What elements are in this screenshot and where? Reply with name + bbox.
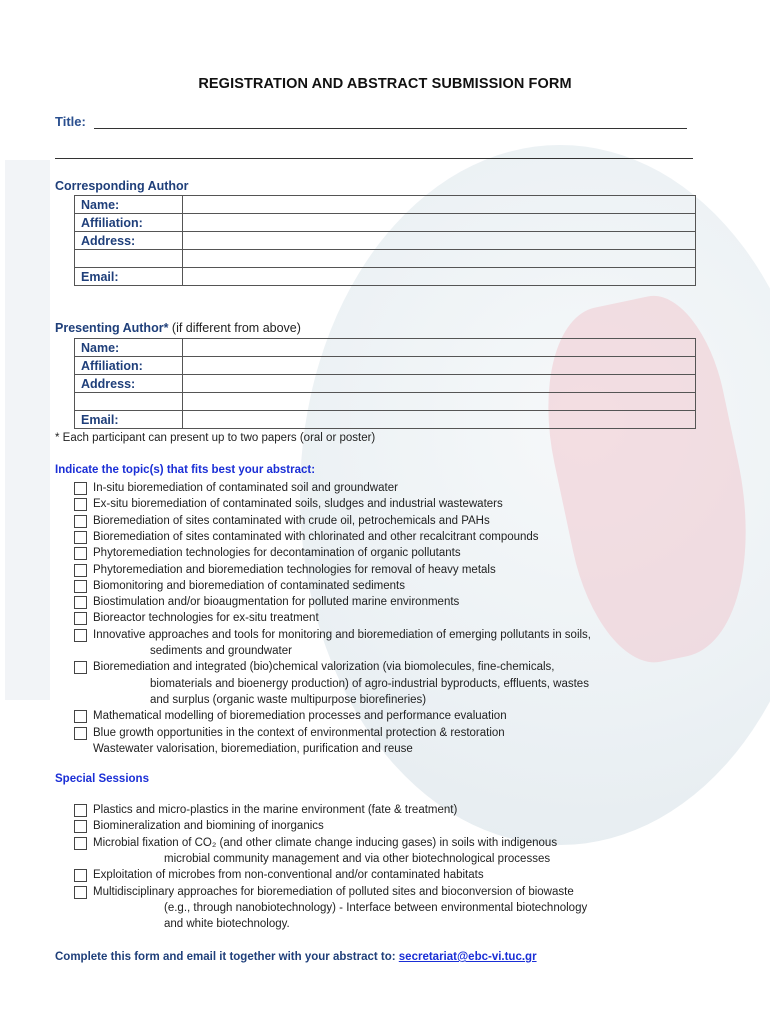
checkbox[interactable] [74, 629, 87, 642]
list-item-label: Wastewater valorisation, bioremediation, purification and reuse [93, 742, 413, 755]
name-input[interactable] [183, 339, 696, 357]
list-item-label: Bioremediation and integrated (bio)chemical valorization (via biomolecules, fine-chemicals, [93, 661, 555, 674]
corresponding-author-heading: Corresponding Author [55, 179, 189, 193]
list-item [74, 659, 694, 708]
title-input-line[interactable] [94, 114, 687, 129]
table-row [75, 214, 696, 232]
list-item-label: Innovative approaches and tools for monitoring and bioremediation of emerging pollutants in soils, [93, 628, 591, 641]
checkbox[interactable] [74, 710, 87, 723]
checkbox[interactable] [74, 727, 87, 740]
list-item-continuation: microbial community management and via other biotechnological processes [164, 852, 551, 865]
checkbox[interactable] [74, 482, 87, 495]
list-item [74, 545, 694, 561]
list-item-label: Phytoremediation and bioremediation technologies for removal of heavy metals [93, 563, 496, 576]
list-item-label: Multidisciplinary approaches for bioremediation of polluted sites and bioconversion of biowaste [93, 885, 574, 898]
presenting-author-title: Presenting Author* [55, 321, 169, 335]
list-item-label: Microbial fixation of CO₂ (and other climate change inducing gases) in soils with indigenous [93, 836, 558, 849]
email-input[interactable] [183, 268, 696, 286]
checkbox[interactable] [74, 515, 87, 528]
special-sessions-heading: Special Sessions [55, 773, 149, 785]
list-item-label: Ex-situ bioremediation of contaminated soils, sludges and industrial wastewaters [93, 498, 503, 511]
field-label: Email: [75, 411, 183, 429]
background-watermark-logo [5, 160, 50, 700]
name-input[interactable] [183, 196, 696, 214]
list-item-label: Exploitation of microbes from non-conventional and/or contaminated habitats [93, 869, 484, 882]
address-input-2[interactable] [183, 250, 696, 268]
list-item-label: Blue growth opportunities in the context of environmental protection & restoration [93, 726, 505, 739]
field-label [75, 250, 183, 268]
field-label: Affiliation: [75, 214, 183, 232]
footnote: * Each participant can present up to two papers (oral or poster) [55, 432, 376, 444]
corresponding-author-table [74, 195, 696, 286]
list-item-label: Bioremediation of sites contaminated with chlorinated and other recalcitrant compounds [93, 530, 539, 543]
checkbox[interactable] [74, 804, 87, 817]
list-item [74, 578, 694, 594]
field-label: Address: [75, 375, 183, 393]
list-item-continuation: biomaterials and bioenergy production) of agro-industrial byproducts, effluents, wastes [150, 677, 589, 690]
table-row [75, 411, 696, 429]
checkbox[interactable] [74, 580, 87, 593]
checkbox[interactable] [74, 869, 87, 882]
list-item [74, 496, 694, 512]
email-link[interactable]: secretariat@ebc-vi.tuc.gr [398, 951, 537, 963]
topics-heading: Indicate the topic(s) that fits best your abstract: [55, 464, 316, 476]
title-input-line-2[interactable] [55, 158, 693, 159]
checkbox[interactable] [74, 564, 87, 577]
list-item-label: Plastics and micro-plastics in the marine environment (fate & treatment) [93, 804, 458, 816]
checkbox[interactable] [74, 661, 87, 674]
list-item-continuation: and white biotechnology. [164, 918, 290, 931]
list-item [74, 529, 694, 545]
list-item [74, 867, 694, 883]
list-item [74, 708, 694, 724]
field-label: Name: [75, 196, 183, 214]
table-row [75, 250, 696, 268]
checkbox[interactable] [74, 820, 87, 833]
checkbox[interactable] [74, 531, 87, 544]
list-item [74, 562, 694, 578]
field-label: Name: [75, 339, 183, 357]
table-row [75, 196, 696, 214]
table-row [75, 339, 696, 357]
presenting-author-note: (if different from above) [171, 321, 301, 335]
address-input[interactable] [183, 375, 696, 393]
list-item [74, 802, 694, 818]
list-item-label: Biomineralization and biomining of inorganics [93, 820, 324, 833]
field-label: Address: [75, 232, 183, 250]
list-item-label: Biostimulation and/or bioaugmentation for polluted marine environments [93, 596, 460, 609]
checkbox[interactable] [74, 837, 87, 850]
list-item-label: Phytoremediation technologies for decontamination of organic pollutants [93, 547, 461, 560]
list-item [74, 835, 694, 868]
list-item [74, 480, 694, 496]
table-row [75, 375, 696, 393]
title-field [55, 114, 687, 129]
field-label: Affiliation: [75, 357, 183, 375]
checkbox[interactable] [74, 612, 87, 625]
checkbox[interactable] [74, 498, 87, 511]
presenting-author-heading [55, 321, 301, 335]
presenting-author-table [74, 338, 696, 429]
list-item [74, 513, 694, 529]
table-row [75, 357, 696, 375]
field-label: Email: [75, 268, 183, 286]
list-item-label: Biomonitoring and bioremediation of contaminated sediments [93, 579, 405, 592]
affiliation-input[interactable] [183, 357, 696, 375]
list-item [74, 610, 694, 626]
address-input[interactable] [183, 232, 696, 250]
list-item [74, 725, 694, 741]
list-item-label: Bioreactor technologies for ex-situ treatment [93, 612, 319, 625]
list-item [74, 741, 694, 757]
affiliation-input[interactable] [183, 214, 696, 232]
list-item-label: In-situ bioremediation of contaminated soil and groundwater [93, 482, 398, 494]
list-item [74, 627, 694, 660]
list-item-continuation: (e.g., through nanobiotechnology) - Interface between environmental biotechnology [164, 901, 588, 914]
list-item-continuation: sediments and groundwater [150, 644, 292, 657]
checkbox[interactable] [74, 886, 87, 899]
address-input-2[interactable] [183, 393, 696, 411]
submission-instruction [55, 951, 537, 963]
list-item-label: Bioremediation of sites contaminated with crude oil, petrochemicals and PAHs [93, 514, 490, 527]
list-item [74, 594, 694, 610]
checkbox[interactable] [74, 596, 87, 609]
list-item-continuation: and surplus (organic waste multipurpose biorefineries) [150, 693, 427, 706]
checkbox[interactable] [74, 547, 87, 560]
table-row [75, 232, 696, 250]
title-field-label: Title: [55, 114, 86, 129]
instruction-text: Complete this form and email it together with your abstract to: [55, 951, 396, 963]
field-label [75, 393, 183, 411]
page-title: REGISTRATION AND ABSTRACT SUBMISSION FORM [198, 76, 572, 92]
table-row [75, 268, 696, 286]
table-row [75, 393, 696, 411]
list-item [74, 884, 694, 933]
list-item [74, 818, 694, 834]
list-item-label: Mathematical modelling of bioremediation processes and performance evaluation [93, 710, 507, 723]
email-input[interactable] [183, 411, 696, 429]
